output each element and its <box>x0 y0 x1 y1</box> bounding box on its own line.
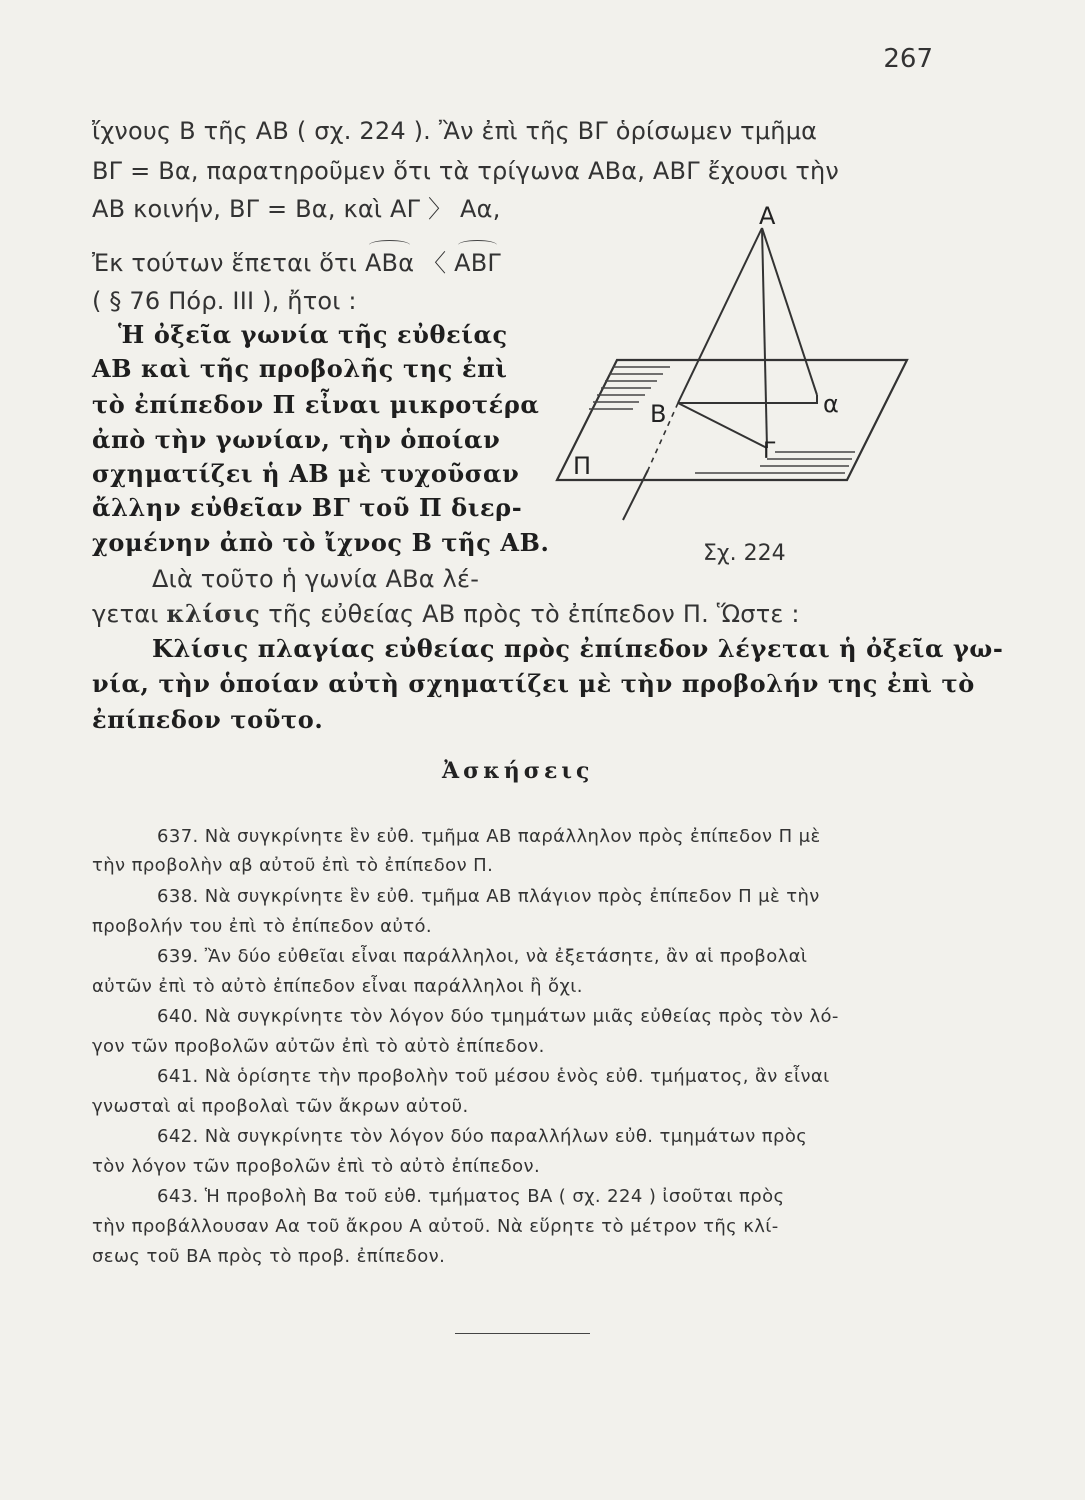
exercises-heading: Ἀσκήσεις <box>442 758 594 784</box>
exercise-line-12: τὸν λόγον τῶν προβολῶν ἐπὶ τὸ αὐτὸ ἐπίπεδον. <box>92 1156 541 1177</box>
body-line-1: ἴχνους Β τῆς ΑΒ ( σχ. 224 ). Ἂν ἐπὶ τῆς ΒΓ ὁρίσωμεν τμῆμα <box>92 117 818 145</box>
after-line-1: Διὰ τοῦτο ἡ γωνία ΑΒα λέ- <box>152 565 480 593</box>
definition-line-3: ἐπίπεδον τοῦτο. <box>92 705 324 734</box>
theorem-line-2: ΑΒ καὶ τῆς προβολῆς της ἐπὶ <box>92 354 508 383</box>
body-line-4-mid: 〈 <box>414 249 455 277</box>
exercise-line-3: 638. Νὰ συγκρίνητε ἓν εὐθ. τμῆμα ΑΒ πλάγιον πρὸς ἐπίπεδον Π μὲ τὴν <box>157 886 820 907</box>
theorem-line-1: Ἡ ὀξεῖα γωνία τῆς εὐθείας <box>118 320 508 349</box>
exercise-line-9: 641. Νὰ ὁρίσητε τὴν προβολὴν τοῦ μέσου ἑνὸς εὐθ. τμήματος, ἂν εἶναι <box>157 1066 830 1087</box>
body-line-3: ΑΒ κοινήν, ΒΓ = Βα, καὶ ΑΓ 〉 Αα, <box>92 195 501 223</box>
after-line-2-a: γεται <box>92 600 167 628</box>
angle-ABa: ΑΒα <box>365 246 414 280</box>
theorem-line-5: σχηματίζει ἡ ΑΒ μὲ τυχοῦσαν <box>92 459 520 488</box>
label-B: Β <box>650 400 667 428</box>
body-line-2: ΒΓ = Βα, παρατηροῦμεν ὅτι τὰ τρίγωνα ΑΒα, ΑΒΓ ἔχουσι τὴν <box>92 157 840 185</box>
exercise-line-4: προβολήν του ἐπὶ τὸ ἐπίπεδον αὐτό. <box>92 916 433 937</box>
term-klisis: κλίσις <box>166 599 261 628</box>
label-a: α <box>823 390 839 418</box>
exercise-line-8: γον τῶν προβολῶν αὐτῶν ἐπὶ τὸ αὐτὸ ἐπίπεδον. <box>92 1036 545 1057</box>
body-line-5: ( § 76 Πόρ. ΙΙΙ ), ἤτοι : <box>92 287 357 315</box>
page-number: 267 <box>883 44 933 74</box>
end-rule <box>455 1333 590 1334</box>
theorem-line-3: τὸ ἐπίπεδον Π εἶναι μικροτέρα <box>92 390 540 419</box>
after-line-2 <box>92 597 800 631</box>
plane-outline <box>557 360 907 480</box>
exercise-line-10: γνωσταὶ αἱ προβολαὶ τῶν ἄκρων αὐτοῦ. <box>92 1096 469 1117</box>
exercise-line-6: αὐτῶν ἐπὶ τὸ αὐτὸ ἐπίπεδον εἶναι παράλληλοι ἢ ὄχι. <box>92 976 583 997</box>
angle-ABG: ΑΒΓ <box>454 246 501 280</box>
label-P: Π <box>573 452 592 480</box>
exercise-line-2: τὴν προβολὴν αβ αὐτοῦ ἐπὶ τὸ ἐπίπεδον Π. <box>92 855 494 876</box>
figure-caption: Σχ. 224 <box>703 541 786 566</box>
line-BG <box>678 403 767 448</box>
definition-line-1: Κλίσις πλαγίας εὐθείας πρὸς ἐπίπεδον λέγεται ἡ ὀξεῖα γω- <box>152 634 1004 663</box>
exercise-line-15: σεως τοῦ ΒΑ πρὸς τὸ προβ. ἐπίπεδον. <box>92 1246 446 1267</box>
definition-line-2: νία, τὴν ὁποίαν αὐτὴ σχηματίζει μὲ τὴν προβολήν της ἐπὶ τὸ <box>92 669 975 698</box>
body-line-4-pre: Ἐκ τούτων ἕπεται ὅτι <box>92 249 365 277</box>
line-AB <box>678 228 762 403</box>
label-A: Α <box>759 202 776 230</box>
exercise-line-14: τὴν προβάλλουσαν Αα τοῦ ἄκρου Α αὐτοῦ. Νὰ εὕρητε τὸ μέτρον τῆς κλί- <box>92 1216 779 1237</box>
theorem-line-4: ἀπὸ τὴν γωνίαν, τὴν ὁποίαν <box>92 425 501 454</box>
line-AB-below <box>623 470 648 520</box>
theorem-line-6: ἄλλην εὐθεῖαν ΒΓ τοῦ Π διερ- <box>92 493 523 522</box>
body-line-4 <box>92 246 501 280</box>
figure-224 <box>555 190 915 570</box>
exercise-line-13: 643. Ἡ προβολὴ Βα τοῦ εὐθ. τμήματος ΒΑ ( σχ. 224 ) ἰσοῦται πρὸς <box>157 1186 785 1207</box>
exercise-line-11: 642. Νὰ συγκρίνητε τὸν λόγον δύο παραλλήλων εὐθ. τμημάτων πρὸς <box>157 1126 808 1147</box>
line-Aa <box>762 228 817 395</box>
exercise-line-5: 639. Ἂν δύο εὐθεῖαι εἶναι παράλληλοι, νὰ ἐξετάσητε, ἂν αἱ προβολαὶ <box>157 946 808 967</box>
label-G: Γ <box>763 439 776 464</box>
theorem-line-7: χομένην ἀπὸ τὸ ἴχνος Β τῆς ΑΒ. <box>92 528 550 557</box>
exercise-line-1: 637. Νὰ συγκρίνητε ἓν εὐθ. τμῆμα ΑΒ παράλληλον πρὸς ἐπίπεδον Π μὲ <box>157 826 821 847</box>
after-line-2-c: τῆς εὐθείας ΑΒ πρὸς τὸ ἐπίπεδον Π. Ὥστε : <box>260 600 800 628</box>
line-AG <box>762 228 767 448</box>
exercise-line-7: 640. Νὰ συγκρίνητε τὸν λόγον δύο τμημάτων μιᾶς εὐθείας πρὸς τὸν λό- <box>157 1006 839 1027</box>
